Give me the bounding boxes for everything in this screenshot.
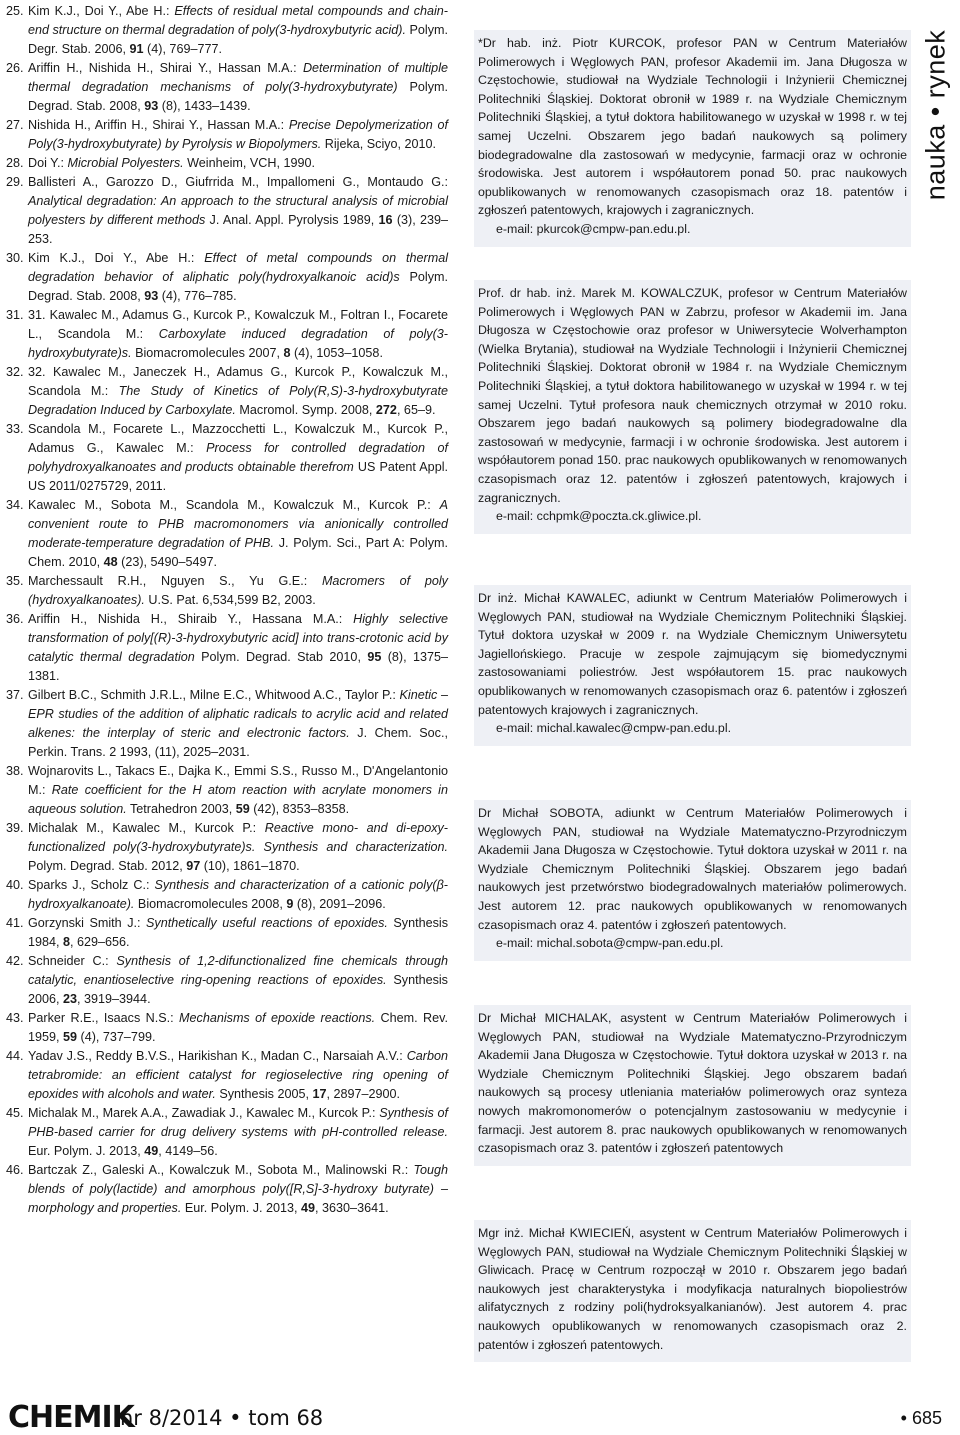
author-email: e-mail: pkurcok@cmpw-pan.edu.pl.: [496, 221, 691, 236]
reference-number: 31.: [6, 308, 24, 322]
reference-number: 35.: [6, 574, 24, 588]
reference-fragment: 32. Kawalec M., Janeczek H., Adamus G., Kurcok P., Kowalczuk M., Scandola M.:: [28, 365, 448, 398]
reference-fragment: Polym. Degrad. Stab. 2012,: [28, 859, 187, 873]
author-bio-text: Mgr inż. Michał KWIECIEŃ, asystent w Centrum Materiałów Polimerowych i Węglowych PAN, studiował na Wydziale Chemicznym Politechniki Śląskiej w Gliwicach. Pracę w Centrum rozpoczął w 2010 r. Obszarem jego badań naukowych jest charakterystyka i modyfikacja naturalnych biopoliestrów alifatycznych z rodziny poli(hydroksyalkanianów). Jest autorem 4. prac naukowych opublikowanych w renomowanych czasopismach oraz 2. patentów i zgłoszeń patentowych.: [478, 1226, 907, 1352]
reference-item: [6, 610, 448, 686]
reference-fragment: Effect of metal compounds on thermal degradation behavior of aliphatic poly(hydroxyalkanoic acid)s: [28, 251, 449, 284]
reference-fragment: Macromers of poly (hydroxyalkanoates).: [28, 574, 448, 607]
reference-item: [6, 686, 448, 762]
reference-fragment: Polym. Degrad. Stab. 2008,: [28, 80, 448, 113]
reference-fragment: 8: [63, 935, 71, 949]
author-email: e-mail: michal.sobota@cmpw-pan.edu.pl.: [496, 936, 724, 951]
reference-number: 25.: [6, 4, 24, 18]
reference-fragment: 93: [144, 99, 159, 113]
reference-fragment: Synthesis 1984,: [28, 916, 449, 949]
reference-fragment: Synthesis of 1,2-difunctionalized fine chemicals through catalytic, enantioselective ring-opening reactions of epoxides.: [28, 954, 448, 987]
reference-fragment: 48: [103, 555, 118, 569]
author-bio: [474, 585, 911, 746]
reference-fragment: (4), 776–785.: [158, 289, 237, 303]
reference-fragment: 95: [367, 650, 382, 664]
reference-number: 41.: [6, 916, 24, 930]
reference-fragment: J. Polym. Sci., Part A: Polym. Chem. 2010,: [28, 536, 449, 569]
reference-number: 39.: [6, 821, 24, 835]
reference-fragment: Tough blends of poly(lactide) and amorphous poly([R,S]-3-hydroxy butyrate) – morphology and properties.: [28, 1163, 448, 1215]
author-bio: [474, 800, 911, 961]
reference-fragment: Kim K.J., Doi Y., Abe H.:: [28, 4, 175, 18]
reference-fragment: Microbial Polyesters.: [67, 156, 184, 170]
reference-item: [6, 1161, 448, 1218]
reference-number: 44.: [6, 1049, 24, 1063]
reference-item: [6, 1047, 448, 1104]
reference-fragment: Analytical degradation: An approach to the structural analysis of microbial polyesters by different methods: [28, 194, 448, 227]
reference-fragment: U.S. Pat. 6,534,599 B2, 2003.: [144, 593, 316, 607]
reference-item: [6, 819, 448, 876]
section-label-text: nauka • rynek: [920, 29, 951, 201]
reference-fragment: Rate coefficient for the H atom reaction with acrylate monomers in aqueous solution.: [28, 783, 448, 816]
reference-text: [28, 496, 448, 572]
reference-text: [28, 59, 448, 116]
author-bio-text: Dr Michał MICHALAK, asystent w Centrum Materiałów Polimerowych i Węglowych PAN, studiował na Wydziale Matematyczno-Przyrodniczym Akademii Jana Długosza w Częstochowie. Tytuł doktora uzyskał w 2013 r. na Wydziale Chemicznym Politechniki Śląskiej. Jego obszarem badań naukowych są procesy utleniania materiałów polimerowych oraz synteza nowych makromonomerów o potencjalnym zastosowaniu w medycynie i farmacji. Jest autorem 8. prac naukowych opublikowanych w renomowanych czasopismach oraz 3. patentów i zgłoszeń patentowych: [478, 1011, 907, 1156]
reference-fragment: Yadav J.S., Reddy B.V.S., Harikishan K., Madan C., Narsaiah A.V.:: [28, 1049, 407, 1063]
reference-fragment: 49: [144, 1144, 159, 1158]
reference-text: [28, 1104, 448, 1161]
reference-fragment: 59: [235, 802, 250, 816]
reference-item: [6, 496, 448, 572]
reference-fragment: Polym. Degrad. Stab 2010,: [194, 650, 368, 664]
reference-number: 43.: [6, 1011, 24, 1025]
reference-fragment: Nishida H., Ariffin H., Shirai Y., Hassan M.A.:: [28, 118, 289, 132]
reference-fragment: Michalak M., Marek A.A., Zawadiak J., Kawalec M., Kurcok P.:: [28, 1106, 380, 1120]
reference-text: [28, 686, 448, 762]
reference-text: [28, 1047, 448, 1104]
reference-item: [6, 154, 448, 173]
reference-fragment: 31. Kawalec M., Adamus G., Kurcok P., Kowalczuk M., Foltran I., Focarete L., Scandola M.:: [28, 308, 448, 341]
reference-number: 30.: [6, 251, 24, 265]
reference-text: [28, 1161, 448, 1218]
reference-fragment: Tetrahedron 2003,: [126, 802, 236, 816]
reference-fragment: , 629–656.: [70, 935, 130, 949]
reference-fragment: 23: [63, 992, 78, 1006]
reference-text: [28, 914, 448, 952]
author-bios: [474, 30, 911, 1370]
reference-item: [6, 363, 448, 420]
reference-fragment: , 3919–3944.: [77, 992, 151, 1006]
reference-item: [6, 952, 448, 1009]
reference-fragment: (8), 2091–2096.: [293, 897, 386, 911]
reference-fragment: Macromol. Symp. 2008,: [235, 403, 376, 417]
reference-fragment: Effects of residual metal compounds and chain-end structure on thermal degradation of poly(3-hydroxybutyric acid).: [28, 4, 448, 37]
reference-item: [6, 306, 448, 363]
reference-fragment: 272: [375, 403, 397, 417]
reference-fragment: 97: [186, 859, 201, 873]
reference-item: [6, 420, 448, 496]
reference-fragment: Ariffin H., Nishida H., Shirai Y., Hassan M.A.:: [28, 61, 303, 75]
section-label: [914, 0, 958, 240]
author-bio-text: *Dr hab. inż. Piotr KURCOK, profesor PAN w Centrum Materiałów Polimerowych i Węglowych PAN, profesor Akademii im. Jana Długosza w Częstochowie, studiował na Wydziale Technologii i Inżynierii Chemicznej Politechniki Śląskiej. Doktorat obronił w 1989 r. na Wydziale Chemicznym Politechniki Śląskiej, a tytuł doktora habilitowanego w uzyskał w 1998 r. w tej samej Uczelni. Obszarem jego badań naukowych są polimery biodegradowalne dla zastosowań w medycynie, farmacji oraz w ochronie środowiska. Jest autorem i współautorem ponad 50. prac naukowych opublikowanych w renomowanych czasopismach oraz 18. patentów i zgłoszeń patentowych, krajowych i zagranicznych.: [478, 36, 907, 218]
reference-fragment: (4), 769–777.: [143, 42, 222, 56]
author-email: e-mail: michal.kawalec@cmpw-pan.edu.pl.: [496, 721, 732, 736]
reference-text: [28, 2, 448, 59]
reference-fragment: Schneider C.:: [28, 954, 117, 968]
reference-number: 28.: [6, 156, 24, 170]
reference-text: [28, 154, 448, 173]
reference-item: [6, 59, 448, 116]
reference-number: 27.: [6, 118, 24, 132]
reference-fragment: Polym. Degrad. Stab. 2008,: [28, 270, 448, 303]
reference-text: [28, 876, 448, 914]
journal-logo: CHEMIK: [8, 1400, 134, 1435]
author-bio: [474, 1005, 911, 1166]
reference-number: 46.: [6, 1163, 24, 1177]
reference-fragment: Sparks J., Scholz C.:: [28, 878, 155, 892]
issue-info: nr 8/2014 • tom 68: [120, 1406, 324, 1430]
reference-fragment: Precise Depolymerization of Poly(3-hydroxybutyrate) by Pyrolysis w Biopolymers.: [28, 118, 449, 151]
reference-fragment: (4), 737–799.: [77, 1030, 156, 1044]
reference-text: [28, 363, 448, 420]
reference-fragment: , 65–9.: [396, 403, 436, 417]
page-footer: [0, 1400, 960, 1435]
reference-item: [6, 249, 448, 306]
reference-fragment: The Study of Kinetics of Poly(R,S)-3-hydroxybutyrate Degradation Induced by Carboxylate.: [28, 384, 448, 417]
reference-fragment: , 2897–2900.: [326, 1087, 401, 1101]
reference-fragment: (23), 5490–5497.: [117, 555, 218, 569]
reference-fragment: Kim K.J., Doi Y., Abe H.:: [28, 251, 205, 265]
reference-fragment: Reactive mono- and di-epoxy-functionalized poly(3-hydroxybutyrate)s. Synthesis and characterization.: [28, 821, 449, 854]
reference-number: 36.: [6, 612, 24, 626]
reference-number: 34.: [6, 498, 24, 512]
reference-item: [6, 914, 448, 952]
reference-number: 37.: [6, 688, 24, 702]
reference-fragment: Synthesis 2005,: [215, 1087, 313, 1101]
reference-fragment: A convenient route to PHB macromonomers via anionically controlled moderate-temperature degradation of PHB.: [28, 498, 448, 550]
reference-fragment: Parker R.E., Isaacs N.S.:: [28, 1011, 180, 1025]
reference-number: 33.: [6, 422, 24, 436]
reference-fragment: 59: [63, 1030, 78, 1044]
reference-item: [6, 116, 448, 154]
reference-fragment: Determination of multiple thermal degradation mechanisms of poly(3-hydroxybutyrate): [28, 61, 448, 94]
reference-fragment: Ballisteri A., Garozzo D., Giufrrida M., Impallomeni G., Montaudo G.:: [28, 175, 448, 189]
reference-fragment: Biomacromolecules 2008,: [134, 897, 287, 911]
author-bio-text: Prof. dr hab. inż. Marek M. KOWALCZUK, profesor w Centrum Materiałów Polimerowych i Węglowych PAN w Zabrzu, profesor w Akademii im. Jana Długosza w Częstochowie oraz profesor w Uniwersytecie Wolverhampton (Wielka Brytania), studiował na Wydziale Technologii i Inżynierii Chemicznej Politechniki Śląskiej. Doktorat obronił w 1984 r. na Wydziale Chemicznym Politechniki Śląskiej, a tytuł doktora habilitowanego w uzyskał w 1994 r. w tej samej Uczelni. Tytuł profesora nauk chemicznych otrzymał w 2010 roku. Obszarem jego badań naukowych są polimery biodegradowalne dla zastosowań w medycynie, farmacji i w ochronie środowiska. Jest autorem i współautorem ponad 150. prac naukowych opublikowanych w renomowanych czasopismach oraz 12. patentów i zgłoszeń patentowych, krajowych i zagranicznych.: [478, 286, 907, 505]
reference-text: [28, 249, 448, 306]
reference-fragment: Synthetically useful reactions of epoxides.: [146, 916, 388, 930]
reference-text: [28, 819, 448, 876]
reference-text: [28, 420, 448, 496]
reference-fragment: Carbon tetrabromide: an efficient catalyst for regioselective ring opening of epoxides with alcohols and water.: [28, 1049, 448, 1101]
author-email: e-mail: cchpmk@poczta.ck.gliwice.pl.: [496, 509, 702, 524]
reference-fragment: Gilbert B.C., Schmith J.R.L., Milne E.C., Whitwood A.C., Taylor P.:: [28, 688, 400, 702]
reference-fragment: Doi Y.:: [28, 156, 68, 170]
reference-fragment: , 4149–56.: [158, 1144, 218, 1158]
reference-fragment: Chem. Rev. 1959,: [28, 1011, 448, 1044]
page-number: • 685: [900, 1408, 942, 1428]
reference-fragment: (8), 1433–1439.: [158, 99, 251, 113]
reference-fragment: 16: [378, 213, 393, 227]
reference-item: [6, 572, 448, 610]
reference-fragment: , 3630–3641.: [315, 1201, 389, 1215]
reference-text: [28, 952, 448, 1009]
reference-item: [6, 173, 448, 249]
reference-fragment: Rijeka, Sciyo, 2010.: [321, 137, 437, 151]
author-bio: [474, 280, 911, 534]
reference-text: [28, 116, 448, 154]
reference-fragment: Synthesis and characterization of a cationic poly(β-hydroxyalkanoate).: [28, 878, 448, 911]
reference-fragment: Carboxylate induced degradation of poly(3-hydroxybutyrate)s.: [28, 327, 448, 360]
reference-fragment: 9: [286, 897, 294, 911]
reference-list: [6, 2, 448, 1218]
reference-fragment: 49: [301, 1201, 316, 1215]
reference-item: [6, 1104, 448, 1161]
reference-fragment: Polym. Degr. Stab. 2006,: [28, 23, 449, 56]
reference-fragment: Wojnarovits L., Takacs E., Dajka K., Emmi S.S., Russo M., D'Angelantonio M.:: [28, 764, 448, 797]
reference-fragment: 91: [129, 42, 144, 56]
reference-number: 32.: [6, 365, 24, 379]
reference-fragment: Eur. Polym. J. 2013,: [181, 1201, 302, 1215]
reference-fragment: Ariffin H., Nishida H., Shiraib Y., Hassana M.A.:: [28, 612, 354, 626]
reference-fragment: Highly selective transformation of poly[(R)-3-hydroxybutyric acid] into trans-crotonic acid by catalytic thermal degradation: [28, 612, 448, 664]
reference-fragment: Biomacromolecules 2007,: [131, 346, 284, 360]
reference-fragment: Synthesis 2006,: [28, 973, 448, 1006]
reference-text: [28, 1009, 448, 1047]
reference-fragment: J. Chem. Soc., Perkin. Trans. 2 1993, (11), 2025–2031.: [28, 726, 448, 759]
reference-item: [6, 2, 448, 59]
author-bio: [474, 1220, 911, 1362]
reference-fragment: Mechanisms of epoxide reactions.: [179, 1011, 376, 1025]
reference-number: 38.: [6, 764, 24, 778]
reference-item: [6, 1009, 448, 1047]
reference-text: [28, 306, 448, 363]
reference-fragment: Marchessault R.H., Nguyen S., Yu G.E.:: [28, 574, 322, 588]
reference-fragment: (8), 1375–1381.: [28, 650, 448, 683]
reference-fragment: (42), 8353–8358.: [249, 802, 350, 816]
reference-fragment: Kinetic – EPR studies of the addition of aliphatic radicals to acrylic acid and related alkenes: the interplay of steric and electronic factors.: [28, 688, 448, 740]
reference-fragment: 17: [312, 1087, 327, 1101]
reference-item: [6, 876, 448, 914]
reference-number: 26.: [6, 61, 24, 75]
reference-fragment: Bartczak Z., Galeski A., Kowalczuk M., Sobota M., Malinowski R.:: [28, 1163, 414, 1177]
reference-fragment: Synthesis of PHB-based carrier for drug delivery systems with pH-controlled release.: [28, 1106, 449, 1139]
reference-number: 42.: [6, 954, 24, 968]
reference-fragment: Scandola M., Focarete L., Mazzocchetti L., Kowalczuk M., Kurcok P., Adamus G., Kawalec M.:: [28, 422, 448, 455]
reference-fragment: Michalak M., Kawalec M., Kurcok P.:: [28, 821, 265, 835]
reference-fragment: Weinheim, VCH, 1990.: [183, 156, 316, 170]
reference-number: 29.: [6, 175, 24, 189]
reference-fragment: (4), 1053–1058.: [290, 346, 383, 360]
reference-fragment: Process for controlled degradation of polyhydroxyalkanoates and products obtainable therefrom: [28, 441, 448, 474]
reference-fragment: J. Anal. Appl. Pyrolysis 1989,: [205, 213, 379, 227]
reference-text: [28, 610, 448, 686]
reference-item: [6, 762, 448, 819]
reference-fragment: Gorzynski Smith J.:: [28, 916, 147, 930]
author-bio-text: Dr Michał SOBOTA, adiunkt w Centrum Materiałów Polimerowych i Węglowych PAN, studiował na Wydziale Matematyczno-Przyrodniczym Akademii Jana Długosza w Częstochowie. Tytuł doktora uzyskał w 2011 r. na Wydziale Chemicznym Politechniki Śląskiej. Obszarem jego badań naukowych jest przetwórstwo biodegradowalnych materiałów polimerowych. Jest autorem 12. prac naukowych opublikowanych w renomowanych czasopismach oraz 4. patentów i zgłoszeń patentowych.: [478, 806, 907, 932]
reference-fragment: Kawalec M., Sobota M., Scandola M., Kowalczuk M., Kurcok P.:: [28, 498, 440, 512]
reference-fragment: US Patent Appl. US 2011/0275729, 2011.: [28, 460, 448, 493]
reference-number: 45.: [6, 1106, 24, 1120]
reference-fragment: Eur. Polym. J. 2013,: [28, 1144, 145, 1158]
reference-fragment: (10), 1861–1870.: [200, 859, 300, 873]
reference-text: [28, 173, 448, 249]
author-bio: [474, 30, 911, 247]
reference-number: 40.: [6, 878, 24, 892]
reference-text: [28, 762, 448, 819]
reference-text: [28, 572, 448, 610]
author-bio-text: Dr inż. Michał KAWALEC, adiunkt w Centrum Materiałów Polimerowych i Węglowych PAN, studiował na Wydziale Chemicznym Politechniki Śląskiej. Tytuł doktora uzyskał w 2009 r. na Wydziale Chemicznym Uniwersytetu Jagiellońskiego. Pracuje w zespole zajmującym się biomedycznymi zastosowaniami poliestrów. Jest współautorem 15. prac naukowych opublikowanych w renomowanych czasopismach oraz 6. patentów i zgłoszeń patentowych krajowych i zagranicznych.: [478, 591, 907, 717]
reference-fragment: 8: [283, 346, 291, 360]
reference-fragment: (3), 239–253.: [28, 213, 448, 246]
reference-fragment: 93: [144, 289, 159, 303]
